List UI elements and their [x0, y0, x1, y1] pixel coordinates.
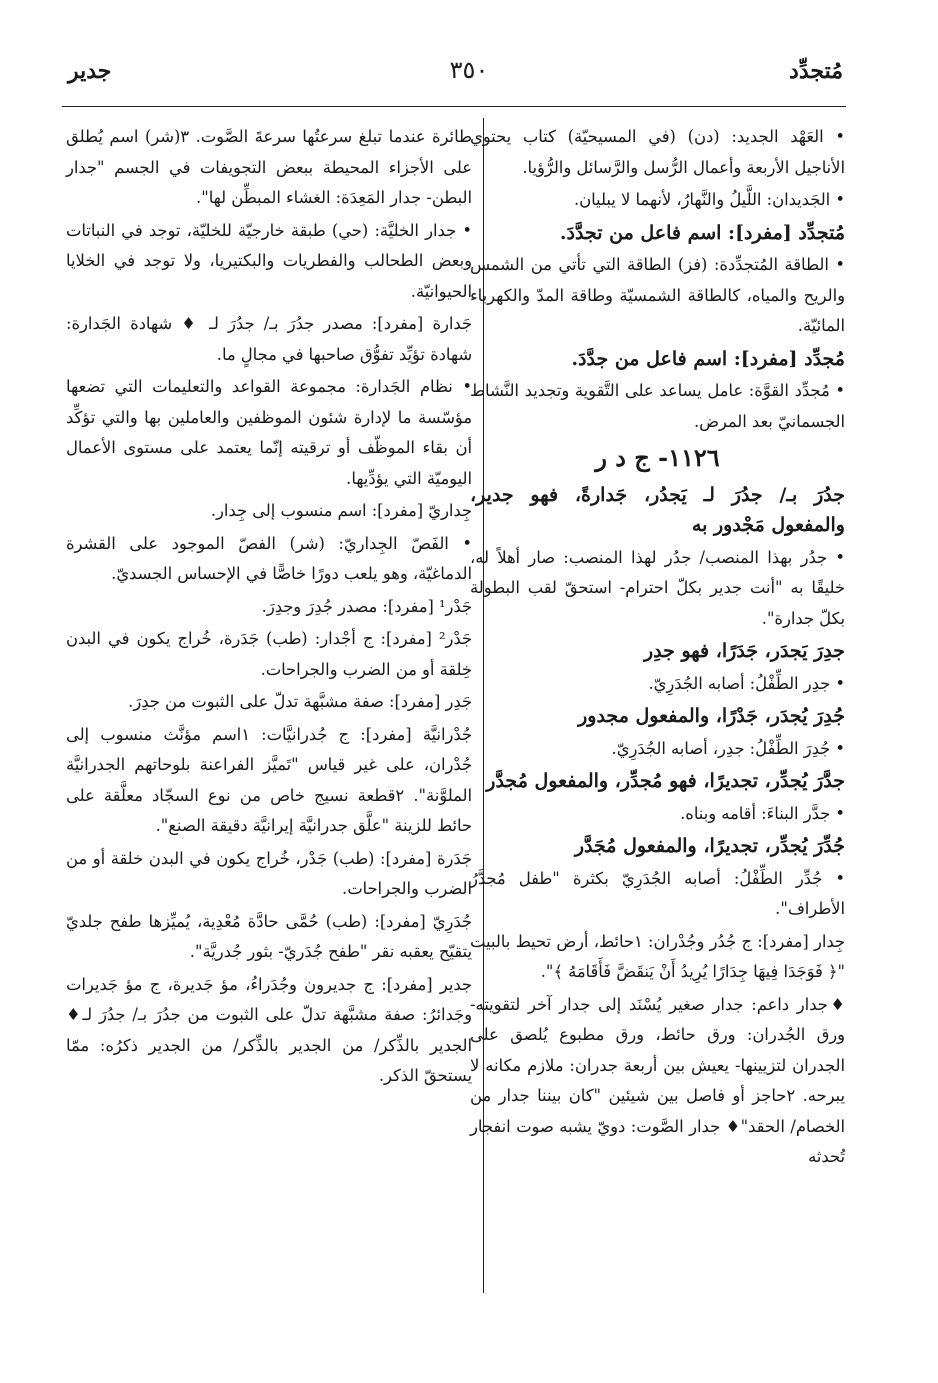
headword-entry: جدِرَ يَجدَر، جَدَرًا، فهو جدِر — [643, 640, 845, 662]
entry-text: طائرة عندما تبلغ سرعتُها سرعةَ الصَّوت. ٣(شر) اسم يُطلق على الأجزاء المحيطة ببعض التجويفات في الجسم "جدار البطن- جدار المَعِدَة: الغشاء المبطِّن لها". — [66, 127, 472, 207]
headword-entry: جُدَرِيّ [مفرد]: (طب) حُمَّى حادَّة مُعْدِية، يُميِّزها طفح جلديّ يتقيّح يعقبه نقر "طفح جُدَريّ- بثور جُدريَّة". — [66, 911, 472, 961]
entry-text: • الفَصّ الجِداريّ: (شر) الفصّ الموجود على القشرة الدماغيّة، وهو يلعب دورًا خاصًّا في الإحساس الجسديّ. — [66, 533, 472, 583]
headword-entry: جُدْرانيَّة [مفرد]: ج جُدرانيَّات: ١اسم مؤنَّث منسوب إلى جُدْران، على غير قياس "تَميَّز الفراعنة بلوحاتهم الجدرانيَّة الملوَّنة". ٢قطعة نسيج خاص من نوع السجّاد معلَّقة على حائط للزينة "علَّق جدرانيَّة إيرانيَّة دقيقة الصنع". — [66, 724, 472, 835]
entry-text: • الطاقة المُتجدِّدة: (فز) الطاقة التي تأتي من الشمس والريح والمياه، كالطاقة الشمسيّة وطاقة المدّ والكهرباء المائيّة. — [470, 255, 845, 335]
entry-text: • العَهْد الجديد: (دن) (في المسيحيّة) كتاب يحتوي الأناجيل الأربعة وأعمال الرُّسل والرَّسائل والرُّؤيا. — [470, 127, 845, 177]
left-column — [66, 122, 472, 1094]
entry-text: • جُدِرَ الطِّفْلُ: جدِر، أصابه الجُدَرِيّ. — [611, 738, 845, 758]
entry-text: • جدَّر البناءَ: أقامه وبناه. — [680, 803, 845, 823]
headword-entry: جدُرَ بـ/ جدُرَ لـ يَجدُر، جَدارةً، فهو جدير، والمفعول مَجْدور به — [470, 483, 845, 536]
headword-entry: جَدِر [مفرد]: صفة مشبَّهة تدلّ على الثبوت من جدِرَ. — [128, 692, 472, 711]
entry-text: • جُدِّر الطِّفْلُ: أصابه الجُدَرِيّ بكثرة "طفل مُجدَّرُ الأطراف". — [470, 868, 845, 918]
entry-text: • جدار الخليَّة: (حي) طبقة خارجيّة للخليّة، توجد في النباتات وبعض الطحالب والفطريات والبكتيريا، ولا توجد في الخلايا الحيوانيّة. — [66, 220, 472, 301]
headword-entry: مُجدِّد [مفرد]: اسم فاعل من جدَّدَ. — [571, 347, 845, 370]
headword-entry: جِداريّ [مفرد]: اسم منسوب إلى جِدار. — [210, 501, 472, 520]
headword-entry: جَدْر¹ [مفرد]: مصدر جُدِرَ وجدِرَ. — [261, 596, 472, 616]
entry-text: • الجَديدان: اللَّيلُ والنَّهارُ، لأنهما لا يبليان. — [573, 190, 845, 209]
entry-text: • جدُر بهذا المنصب/ جدُر لهذا المنصب: صار أهلاً له، خليقًا به "أنت جدير بكلّ احترام- استحقّ لقب البطولة بكلّ جدارة". — [470, 547, 845, 628]
page-number: ٣٥٠ — [449, 56, 489, 84]
header-last-word: جدير — [68, 58, 112, 84]
entry-text: • مُجدِّد القوَّة: عامل يساعد على التَّقوية وتجديد النَّشاط الجسمانيّ بعد المرض. — [470, 381, 845, 431]
entry-text: • نظام الجَدارة: مجموعة القواعد والتعليمات التي تضعها مؤسّسة ما لإدارة شئون الموظفين والعاملين بها والتي تؤكِّد أن بقاء الموظّف أو ترقيته إنّما يعتمد على مستوى الأعمال اليوميّة التي يؤدِّيها. — [66, 377, 472, 488]
header-first-word: مُتجدِّد — [789, 58, 843, 84]
headword-entry: جدَّرَ يُجدِّر، تجديرًا، فهو مُجدِّر، والمفعول مُجدَّر — [486, 770, 845, 792]
entry-text: ♦جدار داعم: جدار صغير يُسْنَد إلى جدار آخر لتقويته- ورق الجُدران: ورق حائط، ورق مطبوع يُلصق على الجدران لتزيينها- يعيش بين أربعة جدران: ملازم مكانه لا يبرحه. ٢حاجز أو فاصل بين شيئين "كان بيننا جدار من الخصام/ الحقد"♦ جدار الصَّوت: دويّ يشبه صوت انفجار تُحدثه — [470, 994, 845, 1166]
right-column — [470, 122, 845, 1175]
headword-entry: جَدارة [مفرد]: مصدر جدُرَ بـ/ جدُرَ لـ ♦ شهادة الجَدارة: شهادة تؤيِّد تفوُّق صاحبها في مجالٍ ما. — [66, 314, 472, 364]
entry-text: • جدِر الطِّفْلُ: أصابه الجُدَرِيّ. — [648, 673, 845, 693]
header-rule — [62, 106, 846, 107]
root-heading: ١١٢٦- ج د ر — [595, 443, 720, 472]
headword-entry: جَدْر² [مفرد]: ج أجْدار: (طب) جَدَرة، خُراج يكون في البدن خِلقة أو من الضرب والجراحات. — [66, 629, 472, 679]
headword-entry: جُدِرَ يُجدَر، جَدْرًا، والمفعول مجدور — [578, 705, 845, 727]
headword-entry: جِدار [مفرد]: ج جُدُر وجُدْران: ١حائط، أرض تحيط بالبيت "﴿ فَوَجَدَا فِيهَا جِدَارًا يُرِيدُ أَنْ يَنقَضَّ فَأَقَامَهُ ﴾". — [470, 931, 845, 981]
headword-entry: جدير [مفرد]: ج جديرون وجُدَراءُ، مؤ جَديرة، ج مؤ جَديرات وجَدائرُ: صفة مشبَّهة تدلّ على الثبوت من جدُرَ بـ/ جدُرَ لـ♦ الجدير بالذِّكر/ من الجدير بالذِّكر/ من الجدير ذكرُه: ممّا يستحقّ الذكر. — [66, 974, 472, 1085]
headword-entry: مُتجدِّد [مفرد]: اسم فاعل من تجدَّدَ. — [559, 221, 845, 244]
headword-entry: جُدِّرَ يُجدِّر، تجديرًا، والمفعول مُجَدَّر — [574, 835, 845, 857]
headword-entry: جَدَرة [مفرد]: (طب) جَدْر، خُراج يكون في البدن خلقة أو من الضرب والجراحات. — [66, 848, 472, 898]
